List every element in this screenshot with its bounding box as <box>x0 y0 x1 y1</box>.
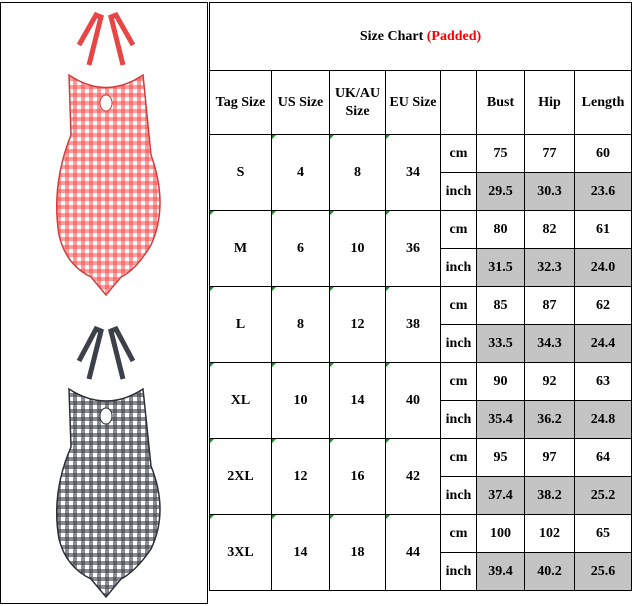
tag-size-cell: XL <box>210 363 272 439</box>
us-size-cell: 6 <box>272 211 330 287</box>
table-row <box>210 135 632 173</box>
hip-inch: 36.2 <box>525 401 575 439</box>
hip-inch: 30.3 <box>525 173 575 211</box>
unit-inch: inch <box>441 553 477 591</box>
us-size-cell: 10 <box>272 363 330 439</box>
length-inch: 25.2 <box>575 477 632 515</box>
unit-cm: cm <box>441 439 477 477</box>
us-size-cell: 14 <box>272 515 330 591</box>
unit-inch: inch <box>441 401 477 439</box>
bust-inch: 37.4 <box>477 477 525 515</box>
length-inch: 25.6 <box>575 553 632 591</box>
bust-cm: 85 <box>477 287 525 325</box>
header-uk-line1: UK/AU <box>334 85 381 101</box>
uk-size-cell: 8 <box>330 135 386 211</box>
uk-size-cell: 10 <box>330 211 386 287</box>
bust-inch: 31.5 <box>477 249 525 287</box>
bust-cm: 95 <box>477 439 525 477</box>
eu-size-cell: 44 <box>386 515 441 591</box>
us-size-cell: 8 <box>272 287 330 363</box>
hip-cm: 77 <box>525 135 575 173</box>
bust-cm: 100 <box>477 515 525 553</box>
header-us-size: US Size <box>272 71 330 135</box>
header-unit <box>441 71 477 135</box>
unit-cm: cm <box>441 135 477 173</box>
unit-inch: inch <box>441 477 477 515</box>
tag-size-cell: L <box>210 287 272 363</box>
hip-inch: 32.3 <box>525 249 575 287</box>
hip-cm: 92 <box>525 363 575 401</box>
length-cm: 64 <box>575 439 632 477</box>
hip-cm: 97 <box>525 439 575 477</box>
bust-inch: 39.4 <box>477 553 525 591</box>
tag-size-cell: 3XL <box>210 515 272 591</box>
us-size-cell: 12 <box>272 439 330 515</box>
table-row <box>210 363 632 401</box>
eu-size-cell: 40 <box>386 363 441 439</box>
chart-title <box>210 3 632 71</box>
length-cm: 61 <box>575 211 632 249</box>
header-eu-size: EU Size <box>386 71 441 135</box>
header-hip: Hip <box>525 71 575 135</box>
header-bust: Bust <box>477 71 525 135</box>
table-row <box>210 515 632 553</box>
bust-inch: 33.5 <box>477 325 525 363</box>
header-row <box>210 71 632 135</box>
uk-size-cell: 12 <box>330 287 386 363</box>
swimsuit-gray-gingham <box>41 321 171 601</box>
hip-inch: 38.2 <box>525 477 575 515</box>
length-cm: 60 <box>575 135 632 173</box>
title-main: Size Chart <box>359 28 424 44</box>
eu-size-cell: 42 <box>386 439 441 515</box>
length-inch: 24.4 <box>575 325 632 363</box>
tag-size-cell: S <box>210 135 272 211</box>
eu-size-cell: 36 <box>386 211 441 287</box>
bust-cm: 80 <box>477 211 525 249</box>
length-cm: 63 <box>575 363 632 401</box>
uk-size-cell: 16 <box>330 439 386 515</box>
unit-cm: cm <box>441 211 477 249</box>
length-cm: 62 <box>575 287 632 325</box>
table-row <box>210 439 632 477</box>
size-chart-table <box>209 2 632 591</box>
unit-inch: inch <box>441 173 477 211</box>
hip-inch: 34.3 <box>525 325 575 363</box>
unit-inch: inch <box>441 325 477 363</box>
length-inch: 24.0 <box>575 249 632 287</box>
length-inch: 24.8 <box>575 401 632 439</box>
unit-cm: cm <box>441 287 477 325</box>
header-length: Length <box>575 71 632 135</box>
unit-inch: inch <box>441 249 477 287</box>
hip-cm: 87 <box>525 287 575 325</box>
bust-inch: 29.5 <box>477 173 525 211</box>
us-size-cell: 4 <box>272 135 330 211</box>
eu-size-cell: 38 <box>386 287 441 363</box>
bust-cm: 75 <box>477 135 525 173</box>
title-accent: (Padded) <box>426 28 482 44</box>
table-row <box>210 287 632 325</box>
product-image-panel <box>0 2 208 604</box>
bust-inch: 35.4 <box>477 401 525 439</box>
bust-cm: 90 <box>477 363 525 401</box>
tag-size-cell: M <box>210 211 272 287</box>
unit-cm: cm <box>441 515 477 553</box>
length-inch: 23.6 <box>575 173 632 211</box>
hip-inch: 40.2 <box>525 553 575 591</box>
header-uk-line2: Size <box>345 103 370 119</box>
unit-cm: cm <box>441 363 477 401</box>
tag-size-cell: 2XL <box>210 439 272 515</box>
length-cm: 65 <box>575 515 632 553</box>
table-row <box>210 211 632 249</box>
header-uk-au-size <box>330 71 386 135</box>
hip-cm: 102 <box>525 515 575 553</box>
swimsuit-red-gingham <box>41 5 171 305</box>
header-tag-size: Tag Size <box>210 71 272 135</box>
hip-cm: 82 <box>525 211 575 249</box>
uk-size-cell: 18 <box>330 515 386 591</box>
uk-size-cell: 14 <box>330 363 386 439</box>
eu-size-cell: 34 <box>386 135 441 211</box>
